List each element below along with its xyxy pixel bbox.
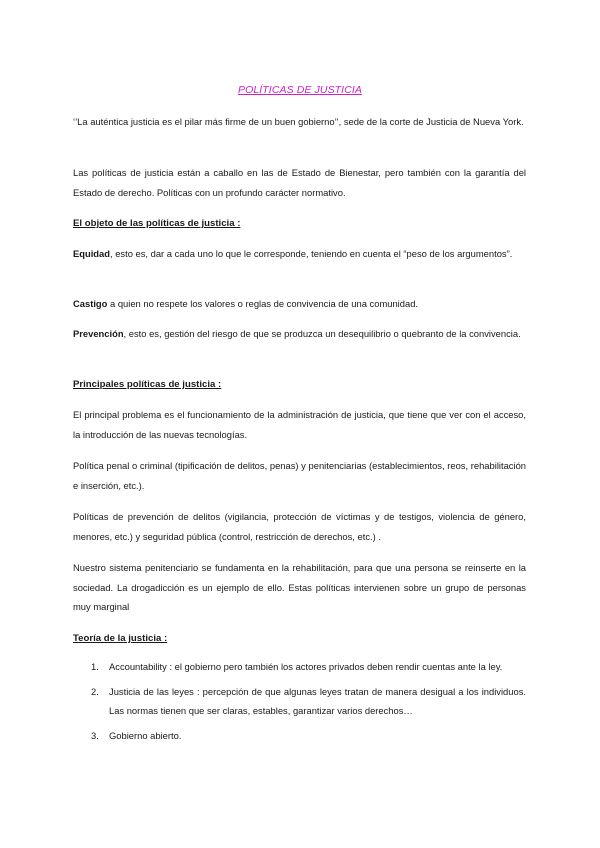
list-item-text: Accountability : el gobierno pero también los actores privados deben rendir cuentas ante la ley. xyxy=(109,661,503,672)
theory-list xyxy=(73,657,526,750)
list-item xyxy=(73,657,526,677)
section-heading-objeto: El objeto de las políticas de justicia : xyxy=(73,218,241,229)
castigo-term: Castigo xyxy=(73,298,108,309)
prevencion-delitos-paragraph: Políticas de prevención de delitos (vigilancia, protección de víctimas y de testigos, violencia de género, menores, etc.) y seguridad pública (control, restricción de derechos, etc.) . xyxy=(73,511,526,542)
list-item-text: Gobierno abierto. xyxy=(109,729,182,741)
list-item-number: 3. xyxy=(91,729,99,741)
list-item-text: Justicia de las leyes : percepción de que algunas leyes tratan de manera desigual a los individuos. Las normas tienen que ser claras, estables, garantizar varios derechos… xyxy=(109,685,526,716)
castigo-text: a quien no respete los valores o reglas de convivencia de una comunidad. xyxy=(107,298,419,309)
penal-paragraph: Política penal o criminal (tipificación de delitos, penas) y penitenciarias (establecimientos, reos, rehabilitación e inserción, etc.). xyxy=(73,460,526,491)
section-heading-principales: Principales políticas de justicia : xyxy=(73,379,222,390)
sistema-penitenciario-paragraph: Nuestro sistema penitenciario se fundamenta en la rehabilitación, para que una persona se reinserte en la sociedad. La drogadicción es un ejemplo de ello. Estas políticas intervienen sobre un grupo de personas muy marginal xyxy=(73,562,526,612)
castigo-paragraph xyxy=(73,294,526,314)
list-item xyxy=(73,726,526,746)
prevencion-term: Prevención xyxy=(73,328,124,339)
equidad-term: Equidad xyxy=(73,248,110,259)
list-item-number: 1. xyxy=(91,661,99,672)
document-title: POLÍTICAS DE JUSTICIA xyxy=(237,84,363,96)
list-item-number: 2. xyxy=(91,685,99,697)
prevencion-paragraph xyxy=(73,324,526,344)
equidad-paragraph xyxy=(73,244,526,264)
list-item xyxy=(73,682,526,721)
prevencion-text: , esto es, gestión del riesgo de que se produzca un desequilibrio o quebranto de la convivencia. xyxy=(123,328,521,339)
section-heading-teoria: Teoría de la justicia : xyxy=(73,633,168,644)
problema-paragraph: El principal problema es el funcionamiento de la administración de justicia, que tiene que ver con el acceso, la introducción de las nuevas tecnologías. xyxy=(73,409,526,440)
intro-paragraph: Las políticas de justicia están a caballo en las de Estado de Bienestar, pero también con la garantía del Estado de derecho. Políticas con un profundo carácter normativo. xyxy=(73,167,526,198)
quote-paragraph: ‘’La auténtica justicia es el pilar más firme de un buen gobierno’’, sede de la corte de Justicia de Nueva York. xyxy=(73,116,524,127)
equidad-text: , esto es, dar a cada uno lo que le corresponde, teniendo en cuenta el “peso de los argumentos”. xyxy=(109,248,513,259)
